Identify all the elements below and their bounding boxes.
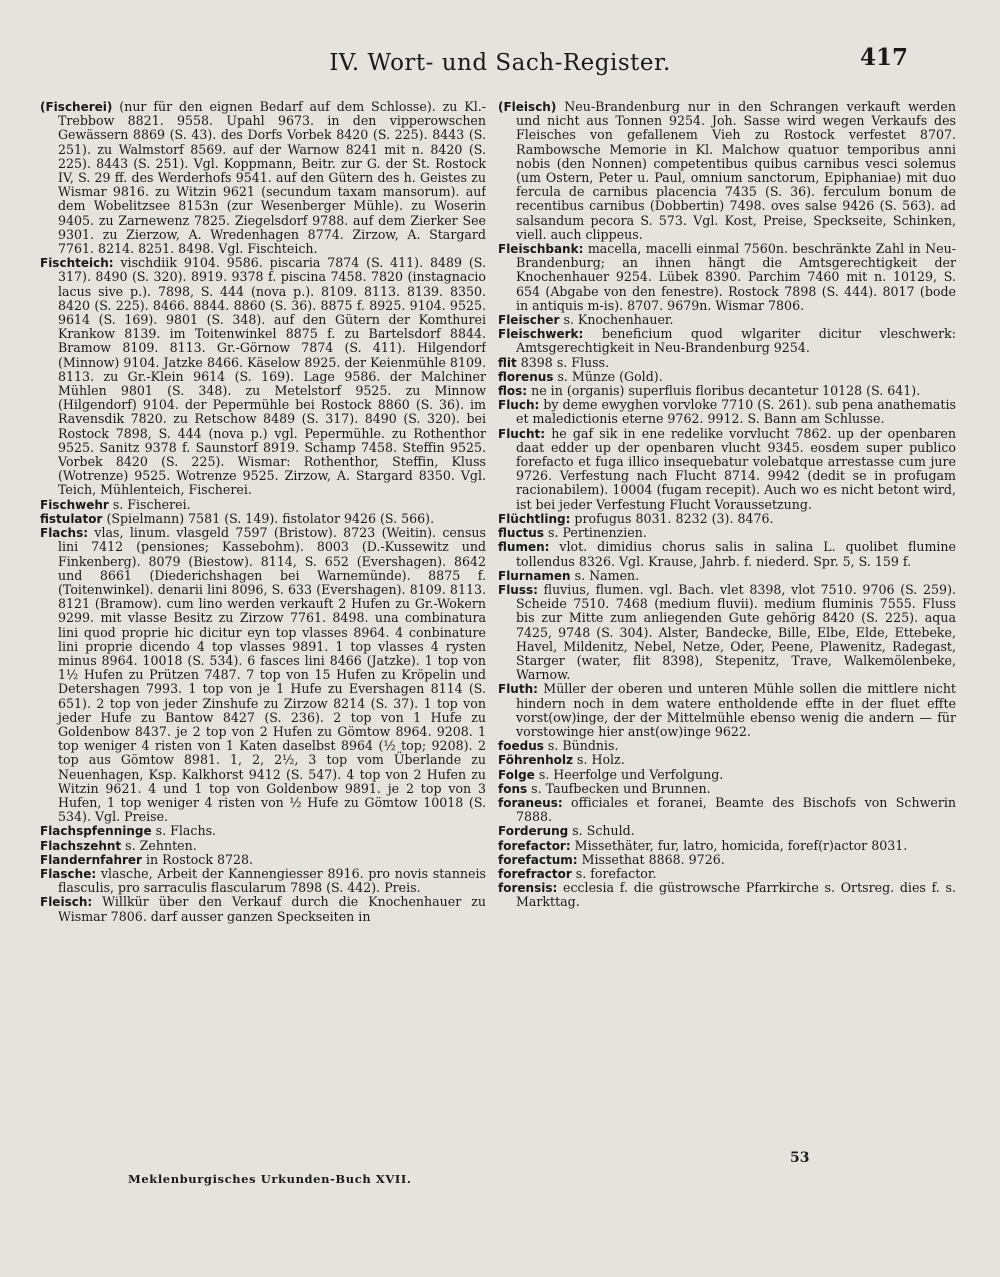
register-entry <box>498 327 956 355</box>
entry-text: 8398 s. Fluss. <box>520 354 610 370</box>
register-entry <box>498 370 956 384</box>
register-entry <box>498 512 956 526</box>
entry-text: profugus 8031. 8232 (3). 8476. <box>574 510 774 526</box>
entry-text: s. Fischerei. <box>112 496 191 512</box>
entry-text: Missethäter, fur, latro, homicida, foref(r)actor 8031. <box>574 837 908 853</box>
entry-text: (nur für den eignen Bedarf auf dem Schlosse). zu Kl.-Trebbow 8821. 9558. Upahl 9673. in den vipperowschen Gewässern 8869 (S. 43). des Dorfs Vorbek 8420 (S. 225). 8443 (S. 251). zu Walmstorf 8569. auf der Warnow 8241 mit n. 8420 (S. 225). 8443 (S. 251). Vgl. Koppmann, Beitr. zur G. der St. Rostock IV, S. 29 ff. des Werderhofs 9541. auf den Gütern des h. Geistes zu Wismar 9816. zu Witzin 9621 (secundum taxam mansorum). auf dem Wobelitzsee 8153n (zur Wesenberger Mühle). zu Woserin 9405. zu Zarnewenz 7825. Ziegelsdorf 9788. auf dem Zierker See 9301. zu Zierzow, A. Wredenhagen 8774. Zirzow, A. Stargard 7761. 8214. 8251. 8498. Vgl. Fischteich. <box>58 100 486 257</box>
entry-headword: fluctus <box>498 526 544 541</box>
entry-text: fluvius, flumen. vgl. Bach. vlet 8398, vlot 7510. 9706 (S. 259). Scheide 7510. 7468 (medium fluvii). medium fluminis 7555. Fluss bis zur Mitte zum anliegenden Gute gehörig 8420 (S. 225). aqua 7425, 9748 (S. 304). Alster, Bandecke, Bille, Elbe, Elde, Ettebeke, Havel, Mildenitz, Nebel, Netze, Oder, Peene, Plawenitz, Radegast, Starger (water, flit 8398), Stepenitz, Trave, Walkemölenbeke, Warnow. <box>516 581 956 683</box>
entry-text: s. Zehnten. <box>125 837 197 853</box>
entry-headword: Flüchtling: <box>498 511 571 526</box>
entry-headword: fistulator <box>40 511 103 526</box>
entry-text: s. Flachs. <box>155 823 217 839</box>
entry-headword: fons <box>498 781 528 796</box>
entry-headword: Forderung <box>498 824 569 839</box>
entry-text: (Spielmann) 7581 (S. 149). fistolator 9426 (S. 566). <box>106 510 435 526</box>
entry-text: s. Bündnis. <box>547 738 619 754</box>
page-footer: Meklenburgisches Urkunden-Buch XVII. <box>128 1172 412 1186</box>
entry-headword: flit <box>498 355 517 370</box>
entry-headword: Fischwehr <box>40 497 109 512</box>
entry-text: s. Pertinenzien. <box>548 525 647 541</box>
register-entry <box>498 768 956 782</box>
entry-headword: Flurnamen <box>498 568 571 583</box>
register-entry <box>498 782 956 796</box>
entry-text: vlasche, Arbeit der Kannengiesser 8916. pro novis stanneis flasculis, pro sarraculis flascularum 7898 (S. 442). Preis. <box>58 865 486 896</box>
entry-text: Willkür über den Verkauf durch die Knochenhauer zu Wismar 7806. darf ausser ganzen Speckseiten in <box>58 894 486 924</box>
left-column <box>40 100 486 1190</box>
page-number: 417 <box>859 44 908 71</box>
register-entry <box>40 867 486 895</box>
register-entry <box>498 867 956 881</box>
register-entry <box>40 256 486 497</box>
register-entry <box>40 895 486 923</box>
entry-headword: Flandernfahrer <box>40 852 142 867</box>
entry-headword: Flachs: <box>40 526 89 541</box>
entry-text: in Rostock 8728. <box>146 851 254 867</box>
entry-text: Neu-Brandenburg nur in den Schrangen verkauft werden und nicht aus Tonnen 9254. Joh. Sasse wird wegen Verkaufs des Fleisches von gefallenem Vieh zu Rostock verfestet 8707. Rambowsche Memorie in Kl. Malchow quatuor temporibus anni nobis (den Nonnen) competentibus quibus carnibus vesci solemus (um Ostern, Peter u. Paul, omnium sanctorum, Epiphaniae) mit duo fercula de carnibus placencia 7435 (S. 36). ferculum bonum de recentibus carnibus (Dobbertin) 7498. oves salse 9426 (S. 563). ad salsandum pecora S. 573. Vgl. Kost, Preise, Speckseite, Schinken, viell. auch clippeus. <box>516 100 956 242</box>
page-title: IV. Wort- und Sach-Register. <box>329 50 671 76</box>
entry-headword: forefractor <box>498 866 572 881</box>
entry-headword: florenus <box>498 369 554 384</box>
register-entry <box>40 498 486 512</box>
entry-text: by deme ewyghen vorvloke 7710 (S. 261). sub pena anathematis et maledictionis eterne 9762. 9912. S. Bann am Schlusse. <box>516 397 956 427</box>
entry-text: s. forefactor. <box>575 865 657 881</box>
entry-headword: foraneus: <box>498 795 563 810</box>
entry-headword: Fleischer <box>498 313 560 328</box>
entry-text: s. Heerfolge und Verfolgung. <box>538 766 724 782</box>
entry-text: s. Schuld. <box>572 823 635 839</box>
entry-headword: foedus <box>498 739 544 754</box>
entry-headword: Fluch: <box>498 398 540 413</box>
register-entry <box>498 824 956 838</box>
entry-headword: forefactum: <box>498 852 578 867</box>
entry-headword: forefactor: <box>498 838 571 853</box>
register-entry <box>498 384 956 398</box>
register-entry <box>498 398 956 426</box>
register-entry <box>498 881 956 909</box>
register-entry <box>498 682 956 739</box>
register-entry <box>498 540 956 568</box>
entry-text: s. Namen. <box>574 567 640 583</box>
entry-headword: Fluth: <box>498 682 538 697</box>
entry-headword: (Fleisch) <box>498 100 557 114</box>
page-header <box>0 44 1000 84</box>
right-column <box>498 100 956 1165</box>
entry-headword: forensis: <box>498 881 558 896</box>
entry-headword: Fleischwerk: <box>498 327 584 342</box>
entry-headword: Flucht: <box>498 426 546 441</box>
signature-mark: 53 <box>790 1150 810 1166</box>
entry-headword: Föhrenholz <box>498 753 573 768</box>
entry-text: macella, macelli einmal 7560n. beschränkte Zahl in Neu-Brandenburg; an ihnen hängt die Amtsgerechtigkeit der Knochenhauer 9254. Lübek 8390. Parchim 7460 mit n. 10129, S. 654 (Abgabe von den fenestre). Rostock 7898 (S. 444). 8017 (bode in antiquis m-is). 8707. 9679n. Wismar 7806. <box>516 241 956 313</box>
register-entry <box>498 796 956 824</box>
entry-headword: Fleischbank: <box>498 242 584 257</box>
register-entry <box>498 526 956 540</box>
entry-text: s. Holz. <box>577 752 625 768</box>
entry-headword: Flachszehnt <box>40 838 122 853</box>
register-entry <box>40 839 486 853</box>
entry-text: ecclesia f. die güstrowsche Pfarrkirche s. Ortsreg. dies f. s. Markttag. <box>516 880 956 910</box>
entry-text: he gaf sik in ene redelike vorvlucht 7862. up der openbaren daat edder up der openbaren vlucht 9345. eosdem super publico forefacto et fuga illico insequebatur volebatque arrestasse cum jure 9726. Verfestung nach Flucht 8714. 9942 (dedit se in profugam racionabilem). 10004 (fugam recepit). Auch wo es nicht betont wird, ist bei jeder Verfestung Flucht Voraussetzung. <box>516 425 956 512</box>
entry-text: s. Münze (Gold). <box>557 368 663 384</box>
register-entry <box>498 100 956 242</box>
entry-headword: Fischteich: <box>40 256 114 271</box>
entry-text: Müller der oberen und unteren Mühle sollen die mittlere nicht hindern noch in dem watere entholdende effte in der fluet effte vorst(ow)inge, der der Mittelmühle ebenso wenig die andern — für vorstowinge hier anst(ow)inge 9622. <box>516 681 956 739</box>
register-entry <box>498 356 956 370</box>
entry-headword: Fleisch: <box>40 895 93 910</box>
register-entry <box>498 313 956 327</box>
register-entry <box>40 526 486 824</box>
register-entry <box>498 427 956 512</box>
register-entry <box>498 242 956 313</box>
entry-text: s. Knochenhauer. <box>563 312 674 328</box>
entry-text: officiales et foranei, Beamte des Bischofs von Schwerin 7888. <box>516 794 956 825</box>
entry-text: vlas, linum. vlasgeld 7597 (Bristow). 8723 (Weitin). census lini 7412 (pensiones; Kassebohm). 8003 (D.-Kussewitz und Finkenberg). 8079 (Biestow). 8114, S. 652 (Evershagen). 8642 und 8661 (Diederichshagen bei Warnemünde). 8875 f. (Toitenwinkel). denarii lini 8096, S. 633 (Evershagen). 8109. 8113. 8121 (Bramow). cum lino werden verkauft 2 Hufen zu Gr.-Wokern 9299. mit vlasse Besitz zu Zirzow 7761. 8498. una combinatura lini quod proprie hic dicitur eyn top vlasses 8964. 4 conbinature lini proprie dicendo 4 top vlasses 9891. 1 top vlasses 4 rysten minus 8964. 10018 (S. 534). 6 fasces lini 8466 (Jatzke). 1 top von 1½ Hufen zu Prützen 7487. 7 top von 15 Hufen zu Kröpelin und Detershagen 7993. 1 top von je 1 Hufe zu Evershagen 8114 (S. 651). 2 top von jeder Zinshufe zu Zirzow 8214 (S. 37). 1 top von jeder Hufe zu Bantow 8427 (S. 236). 2 top von 1 Hufe zu Goldenbow 8437. je 2 top von 2 Hufen zu Gömtow 8964. 9208. 1 top weniger 4 risten von 1 Katen daselbst 8964 (½ top; 9208). 2 top aus Gömtow 8981. 1, 2, 2½, 3 top vom Überlande zu Neuenhagen, Ksp. Kalkhorst 9412 (S. 547). 4 top von 2 Hufen zu Witzin 9621. 4 und 1 top von Goldenbow 9891. je 2 top von 3 Hufen, 1 top weniger 4 risten von ½ Hufe zu Gömtow 10018 (S. 534). Vgl. Preise. <box>58 525 486 825</box>
register-entry <box>498 839 956 853</box>
entry-headword: Flachspfenninge <box>40 824 152 839</box>
entry-headword: Folge <box>498 767 535 782</box>
register-entry <box>498 583 956 682</box>
register-entry <box>498 739 956 753</box>
entry-text: Missethat 8868. 9726. <box>581 851 725 867</box>
entry-headword: Flasche: <box>40 866 97 881</box>
entry-text: beneficium quod wlgariter dicitur vleschwerk: Amtsgerechtigkeit in Neu-Brandenburg 9254. <box>516 326 956 356</box>
entry-text: ne in (organis) superfluis floribus decantetur 10128 (S. 641). <box>531 383 921 399</box>
entry-text: vlot. dimidius chorus salis in salina L. quolibet flumine tollendus 8326. Vgl. Krause, Jahrb. f. niederd. Spr. 5, S. 159 f. <box>516 539 956 569</box>
register-entry <box>40 853 486 867</box>
entry-text: vischdiik 9104. 9586. piscaria 7874 (S. 411). 8489 (S. 317). 8490 (S. 320). 8919. 9378 f. piscina 7458. 7820 (instagnacio lacus sive p.). 7898, S. 444 (nova p.). 8109. 8113. 8139. 8350. 8420 (S. 225). 8466. 8844. 8860 (S. 36). 8875 f. 8925. 9104. 9525. 9614 (S. 169). 9801 (S. 348). auf den Gütern der Komthurei Krankow 8139. im Toitenwinkel 8875 f. zu Bartelsdorf 8844. Bramow 8109. 8113. Gr.-Görnow 7874 (S. 411). Hilgendorf (Minnow) 9104. Jatzke 8466. Käselow 8925. der Keienmühle 8109. 8113. zu Gr.-Klein 9614 (S. 169). Lage 9586. der Malchiner Mühlen 9801 (S. 348). zu Metelstorf 9525. zu Minnow (Hilgendorf) 9104. der Pepermühle bei Rostock 8860 (S. 36). im Ravensdik 7820. zu Retschow 8489 (S. 317). 8490 (S. 320). bei Rostock 7898, S. 444 (nova p.) vgl. Pepermühle. zu Rothenthor 9525. Sanitz 9378 f. Saunstorf 8919. Schamp 7458. Steffin 9525. Vorbek 8420 (S. 225). Wismar: Rothenthor, Steffin, Kluss (Wotrenze) 9525. Wotrenze 9525. Zirzow, A. Stargard 8350. Vgl. Teich, Mühlenteich, Fischerei. <box>58 255 486 498</box>
register-entry <box>498 853 956 867</box>
entry-headword: (Fischerei) <box>40 100 113 114</box>
entry-headword: Fluss: <box>498 582 538 597</box>
register-entry <box>40 512 486 526</box>
register-entry <box>40 100 486 256</box>
entry-headword: flos: <box>498 384 528 399</box>
register-entry <box>498 569 956 583</box>
register-entry <box>498 753 956 767</box>
register-entry <box>40 824 486 838</box>
entry-text: s. Taufbecken und Brunnen. <box>531 780 711 796</box>
entry-headword: flumen: <box>498 540 550 555</box>
